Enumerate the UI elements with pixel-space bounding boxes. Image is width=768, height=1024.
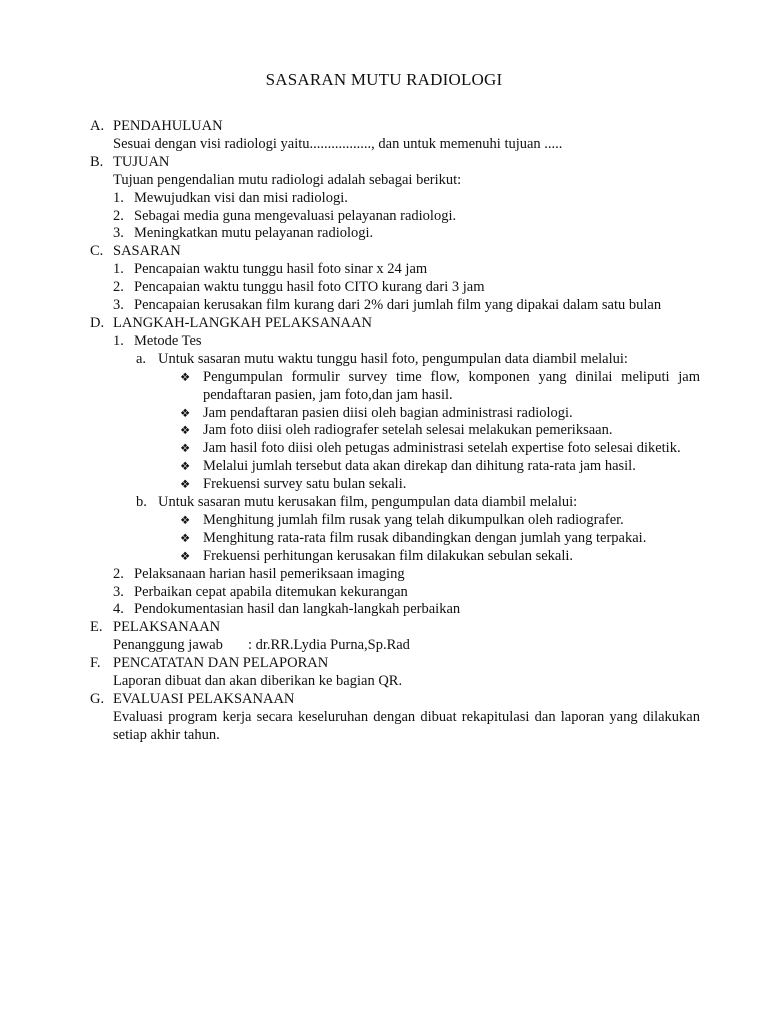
sub-item-text: Untuk sasaran mutu waktu tunggu hasil foto, pengumpulan data diambil melalui: — [158, 350, 628, 367]
four-diamond-bullet-icon: ❖ — [180, 369, 191, 384]
bullet-list — [180, 369, 700, 494]
responsible-person — [113, 637, 700, 655]
section-a-text: Sesuai dengan visi radiologi yaitu................., dan untuk memenuhi tujuan ..... — [113, 135, 563, 152]
bullet-item — [180, 476, 700, 494]
item-number: 3. — [113, 297, 124, 314]
list-item — [90, 190, 700, 208]
four-diamond-bullet-icon: ❖ — [180, 548, 191, 563]
four-diamond-bullet-icon: ❖ — [180, 423, 191, 438]
section-letter: D. — [90, 314, 105, 331]
section-letter: G. — [90, 691, 105, 707]
four-diamond-bullet-icon: ❖ — [180, 530, 191, 545]
item-text: Pendokumentasian hasil dan langkah-langkah perbaikan — [134, 601, 461, 618]
bullet-item — [180, 422, 700, 440]
item-number: 4. — [113, 601, 124, 618]
responsible-value: : dr.RR.Lydia Purna,Sp.Rad — [248, 637, 410, 654]
list-item — [90, 279, 700, 297]
bullet-item — [180, 548, 700, 566]
four-diamond-bullet-icon: ❖ — [180, 459, 191, 474]
item-text: Perbaikan cepat apabila ditemukan kekurangan — [134, 583, 408, 600]
section-title: PENDAHULUAN — [113, 118, 223, 134]
bullet-item — [180, 405, 700, 423]
list-item — [90, 566, 700, 584]
section-letter: F. — [90, 655, 101, 672]
item-text: Pelaksanaan harian hasil pemeriksaan imaging — [134, 565, 405, 582]
bullet-text: Jam foto diisi oleh radiografer setelah selesai melakukan pemeriksaan. — [203, 422, 613, 439]
section-b-heading — [90, 154, 700, 172]
bullet-text: Menghitung jumlah film rusak yang telah dikumpulkan oleh radiografer. — [203, 511, 624, 528]
sub-item — [90, 494, 700, 512]
bullet-list — [180, 512, 700, 566]
item-number: 2. — [113, 565, 124, 582]
bullet-text: Menghitung rata-rata film rusak dibandingkan dengan jumlah yang terpakai. — [203, 529, 647, 546]
bullet-text: Jam pendaftaran pasien diisi oleh bagian administrasi radiologi. — [203, 404, 573, 421]
section-b-intro: Tujuan pengendalian mutu radiologi adalah sebagai berikut: — [113, 171, 462, 188]
four-diamond-bullet-icon: ❖ — [180, 512, 191, 527]
section-title: PELAKSANAAN — [113, 619, 221, 636]
section-title: LANGKAH-LANGKAH PELAKSANAAN — [113, 314, 372, 331]
item-text: Pencapaian kerusakan film kurang dari 2% dari jumlah film yang dipakai dalam satu bulan — [134, 297, 662, 314]
bullet-item — [180, 458, 700, 476]
bullet-item — [180, 369, 700, 405]
sub-item-text: Untuk sasaran mutu kerusakan film, pengumpulan data diambil melalui: — [158, 494, 578, 511]
section-a-heading — [90, 118, 700, 136]
section-title: EVALUASI PELAKSANAAN — [113, 691, 295, 707]
item-text: Pencapaian waktu tunggu hasil foto CITO kurang dari 3 jam — [134, 279, 485, 296]
section-f-heading — [90, 655, 700, 673]
list-item — [90, 225, 700, 243]
sub-item — [90, 351, 700, 369]
bullet-item — [180, 512, 700, 530]
section-letter: C. — [90, 243, 104, 260]
section-f-text: Laporan dibuat dan akan diberikan ke bagian QR. — [113, 673, 403, 690]
four-diamond-bullet-icon: ❖ — [180, 477, 191, 492]
item-text: Meningkatkan mutu pelayanan radiologi. — [134, 225, 374, 242]
bullet-item — [180, 530, 700, 548]
bullet-text: Jam hasil foto diisi oleh petugas administrasi setelah expertise foto selesai diketik. — [203, 440, 681, 457]
item-number: 2. — [113, 279, 124, 296]
section-d-heading — [90, 315, 700, 333]
item-text: Mewujudkan visi dan misi radiologi. — [134, 189, 348, 206]
document-title: SASARAN MUTU RADIOLOGI — [265, 70, 503, 89]
section-g-heading — [90, 691, 700, 709]
section-title: PENCATATAN DAN PELAPORAN — [113, 655, 329, 672]
bullet-text: Pengumpulan formulir survey time flow, komponen yang dinilai meliputi jam pendaftaran pasien, jam foto,dan jam hasil. — [203, 368, 700, 403]
item-number: 1. — [113, 261, 124, 278]
item-text: Sebagai media guna mengevaluasi pelayanan radiologi. — [134, 207, 457, 224]
document-body — [90, 118, 700, 745]
list-item — [90, 261, 700, 279]
item-number: 3. — [113, 583, 124, 600]
item-number: 1. — [113, 189, 124, 206]
sub-item-letter: b. — [136, 494, 147, 511]
bullet-text: Melalui jumlah tersebut data akan direkap dan dihitung rata-rata jam hasil. — [203, 458, 636, 475]
bullet-text: Frekuensi survey satu bulan sekali. — [203, 476, 407, 493]
responsible-label: Penanggung jawab — [113, 637, 223, 654]
item-number: 2. — [113, 207, 124, 224]
section-letter: A. — [90, 118, 105, 134]
four-diamond-bullet-icon: ❖ — [180, 405, 191, 420]
list-item — [90, 584, 700, 602]
section-letter: B. — [90, 153, 104, 170]
bullet-item — [180, 440, 700, 458]
section-g-text: Evaluasi program kerja secara keseluruhan dengan dibuat rekapitulasi dan laporan yang dilakukan setiap akhir tahun. — [113, 708, 700, 743]
item-number: 3. — [113, 225, 124, 242]
section-c-heading — [90, 243, 700, 261]
section-e-heading — [90, 619, 700, 637]
section-title: SASARAN — [113, 243, 181, 260]
item-text: Metode Tes — [134, 332, 202, 349]
list-item — [90, 333, 700, 351]
item-text: Pencapaian waktu tunggu hasil foto sinar x 24 jam — [134, 261, 428, 278]
four-diamond-bullet-icon: ❖ — [180, 441, 191, 456]
section-letter: E. — [90, 619, 103, 636]
list-item — [90, 297, 700, 315]
bullet-text: Frekuensi perhitungan kerusakan film dilakukan sebulan sekali. — [203, 547, 574, 564]
section-title: TUJUAN — [113, 153, 170, 170]
item-number: 1. — [113, 332, 124, 349]
sub-item-letter: a. — [136, 350, 147, 367]
list-item — [90, 208, 700, 226]
list-item — [90, 601, 700, 619]
